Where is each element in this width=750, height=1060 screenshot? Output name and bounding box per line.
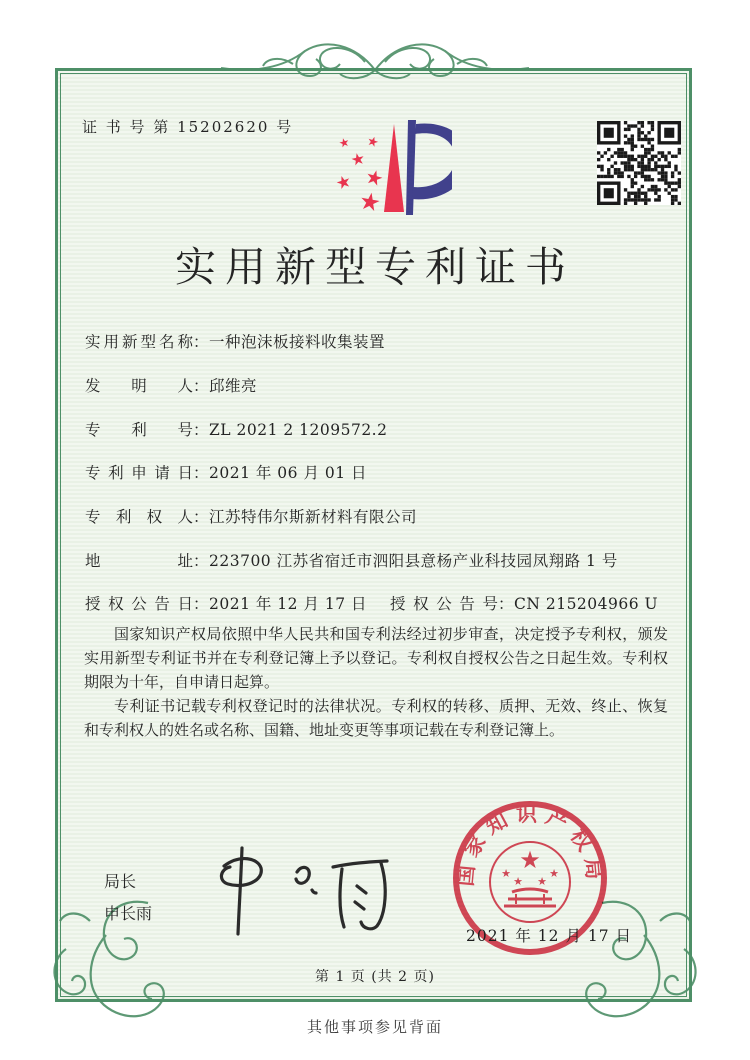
field-label: 实用新型名称 — [85, 333, 193, 351]
field-colon: ： — [193, 421, 209, 439]
logo-stars — [333, 134, 386, 218]
national-emblem-icon — [490, 842, 570, 922]
legal-paragraph-1: 国家知识产权局依照中华人民共和国专利法经过初步审查，决定授予专利权，颁发实用新型专利证书并在专利登记簿上予以登记。专利权自授权公告之日起生效。专利权期限为十年，自申请日起算。 — [84, 625, 668, 691]
field-colon: ： — [193, 333, 209, 351]
field-colon: ： — [193, 464, 209, 482]
field-label: 专利权人 — [85, 508, 193, 526]
svg-text:★: ★ — [333, 171, 355, 195]
logo-blue-p — [406, 120, 452, 215]
field-grant-date — [85, 592, 659, 614]
field-value: 邱维亮 — [209, 377, 258, 395]
svg-text:★: ★ — [519, 846, 541, 874]
certificate-number: 证 书 号 第 15202620 号 — [82, 118, 294, 136]
field-value: ZL 2021 2 1209572.2 — [209, 421, 388, 439]
signer-title: 局长 — [104, 872, 137, 891]
svg-text:★: ★ — [356, 186, 384, 218]
svg-text:★: ★ — [337, 134, 352, 151]
signer-block — [104, 866, 152, 930]
field-grant-publication-number — [390, 592, 658, 614]
certificate-title: 实用新型专利证书 — [175, 243, 575, 291]
legal-text-block — [84, 622, 668, 742]
field-value: 一种泡沫板接料收集装置 — [209, 333, 386, 351]
page-number: 第 1 页 (共 2 页) — [315, 969, 435, 985]
field-colon: ： — [193, 595, 209, 613]
field-label: 发明人 — [85, 377, 193, 395]
field-value: 2021 年 12 月 17 日 — [209, 595, 368, 613]
field-label: 授权公告日 — [85, 595, 193, 613]
field-value: CN 215204966 U — [514, 595, 659, 613]
svg-text:★: ★ — [513, 875, 523, 888]
field-value: 223700 江苏省宿迁市泗阳县意杨产业科技园凤翔路 1 号 — [209, 552, 618, 570]
field-colon: ： — [193, 377, 209, 395]
seal-date: 2021 年 12 月 17 日 — [466, 927, 633, 945]
seal-agency-text: 国家知识产权局 — [452, 801, 608, 888]
svg-text:★: ★ — [549, 867, 559, 880]
field-filing-date — [85, 461, 367, 483]
back-side-note: 其他事项参见背面 — [306, 1018, 443, 1036]
field-utility-model-name — [85, 330, 385, 352]
field-value: 江苏特伟尔斯新材料有限公司 — [209, 508, 418, 526]
svg-text:★: ★ — [364, 133, 381, 152]
legal-paragraph-2: 专利证书记载专利权登记时的法律状况。专利权的转移、质押、无效、终止、恢复和专利权人的姓名或名称、国籍、地址变更等事项记载在专利登记簿上。 — [84, 697, 668, 739]
logo-red-spike — [384, 124, 404, 212]
field-colon: ： — [193, 552, 209, 570]
svg-text:★: ★ — [348, 148, 367, 170]
field-colon: ： — [193, 508, 209, 526]
field-label: 专利申请日 — [85, 464, 193, 482]
signer-name: 申长雨 — [104, 904, 153, 923]
field-value: 2021 年 06 月 01 日 — [209, 464, 368, 482]
qr-code — [597, 121, 681, 205]
svg-text:★: ★ — [501, 867, 511, 880]
field-inventor — [85, 374, 257, 396]
cnipa-logo-icon — [312, 116, 452, 221]
field-label: 授权公告号 — [390, 595, 498, 613]
field-patentee — [85, 505, 417, 527]
field-patent-number — [85, 418, 387, 440]
svg-text:★: ★ — [537, 875, 547, 888]
field-label: 专利号 — [85, 421, 193, 439]
field-label: 地址 — [85, 552, 193, 570]
svg-text:★: ★ — [362, 163, 387, 192]
field-address — [85, 549, 618, 571]
commissioner-signature — [200, 838, 400, 938]
field-colon: ： — [498, 595, 514, 613]
